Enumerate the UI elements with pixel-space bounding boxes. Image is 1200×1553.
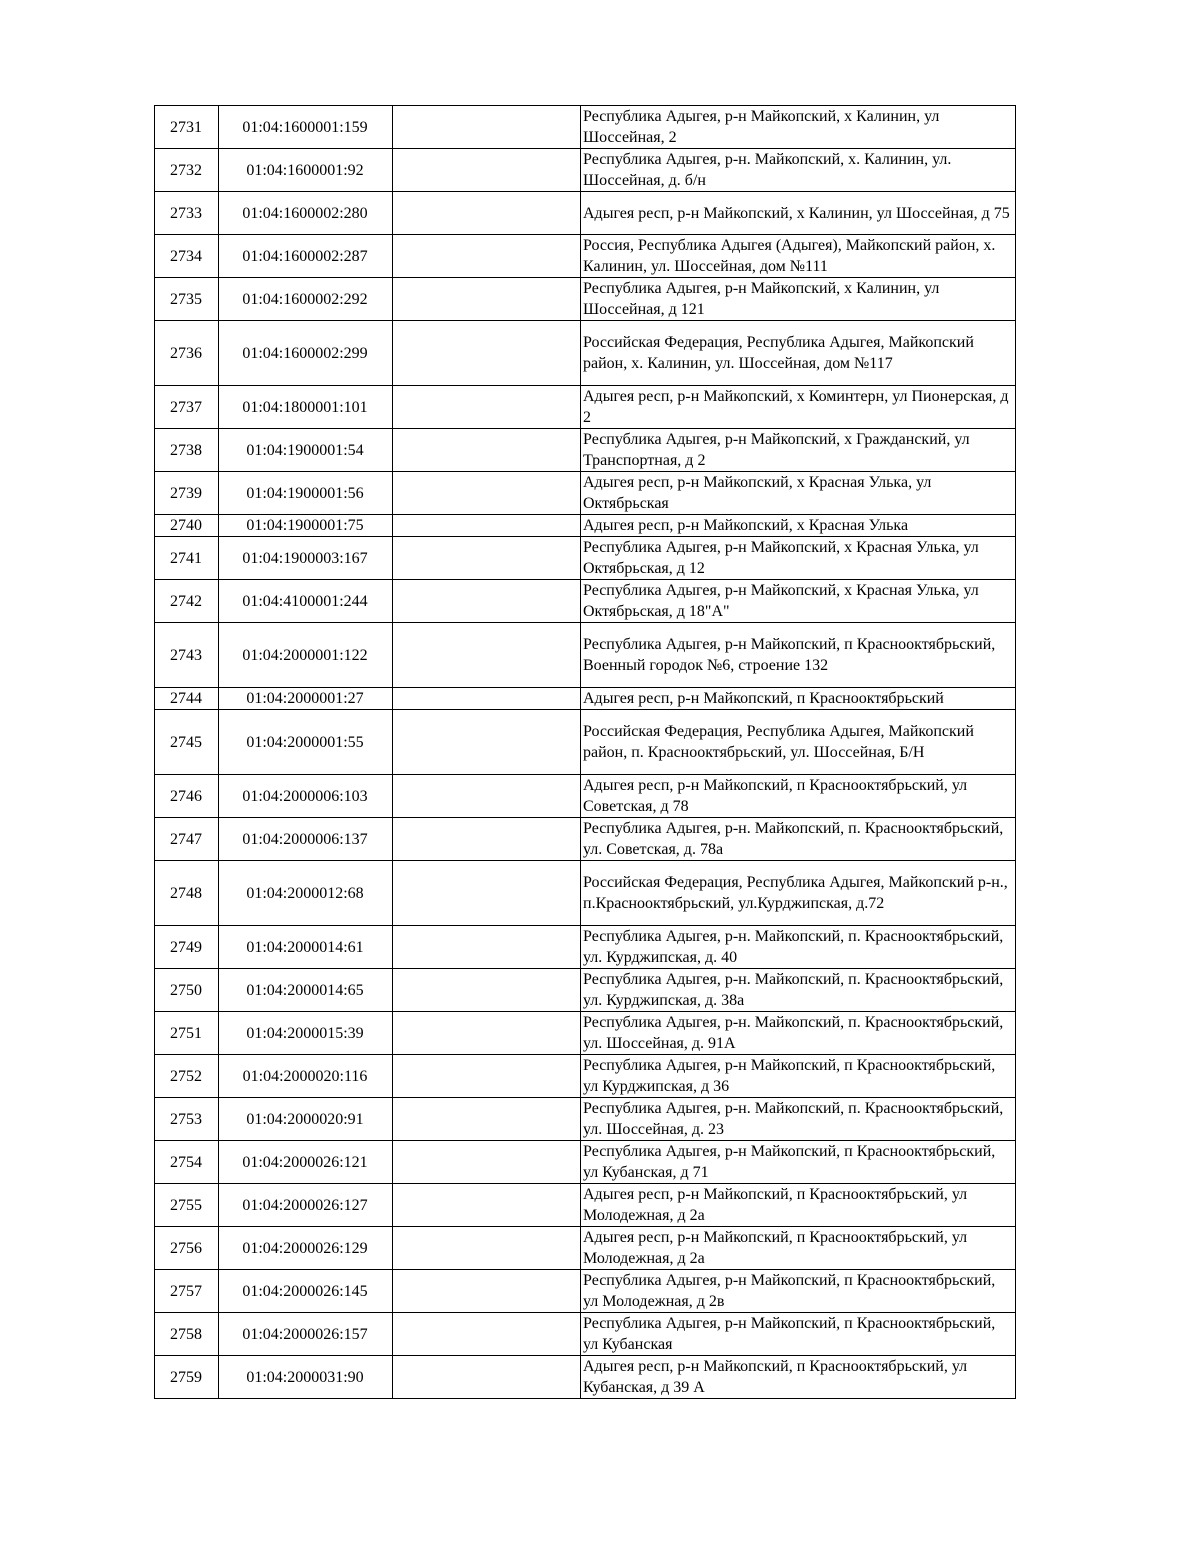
row-number: 2753 <box>155 1098 219 1141</box>
table-row <box>155 688 1016 710</box>
cadastral-number: 01:04:1600002:292 <box>219 278 393 321</box>
empty-cell <box>393 1313 581 1356</box>
row-number: 2736 <box>155 321 219 386</box>
cadastral-number: 01:04:2000014:65 <box>219 969 393 1012</box>
address-cell: Адыгея респ, р-н Майкопский, х Красная Улька, ул Октябрьская <box>581 472 1016 515</box>
row-number: 2749 <box>155 926 219 969</box>
row-number: 2740 <box>155 515 219 537</box>
cadastral-number: 01:04:1600002:287 <box>219 235 393 278</box>
empty-cell <box>393 1141 581 1184</box>
table-row <box>155 775 1016 818</box>
row-number: 2731 <box>155 106 219 149</box>
address-cell: Адыгея респ, р-н Майкопский, п Краснооктябрьский, ул Молодежная, д 2а <box>581 1227 1016 1270</box>
table-row <box>155 861 1016 926</box>
row-number: 2744 <box>155 688 219 710</box>
row-number: 2752 <box>155 1055 219 1098</box>
cadastral-number: 01:04:1600002:299 <box>219 321 393 386</box>
cadastral-number: 01:04:1600002:280 <box>219 192 393 235</box>
empty-cell <box>393 1055 581 1098</box>
address-cell: Республика Адыгея, р-н. Майкопский, п. Краснооктябрьский, ул. Шоссейная, д. 91А <box>581 1012 1016 1055</box>
address-cell: Республика Адыгея, р-н Майкопский, х Красная Улька, ул Октябрьская, д 18"А" <box>581 580 1016 623</box>
address-cell: Россия, Республика Адыгея (Адыгея), Майкопский район, х. Калинин, ул. Шоссейная, дом №111 <box>581 235 1016 278</box>
table-row <box>155 1227 1016 1270</box>
empty-cell <box>393 1184 581 1227</box>
table-row <box>155 710 1016 775</box>
cadastral-number: 01:04:1900001:75 <box>219 515 393 537</box>
table-row <box>155 278 1016 321</box>
empty-cell <box>393 1356 581 1399</box>
empty-cell <box>393 969 581 1012</box>
address-cell: Республика Адыгея, р-н Майкопский, п Краснооктябрьский, ул Кубанская <box>581 1313 1016 1356</box>
table-row <box>155 1270 1016 1313</box>
table-row <box>155 386 1016 429</box>
cadastral-number: 01:04:2000026:157 <box>219 1313 393 1356</box>
row-number: 2742 <box>155 580 219 623</box>
empty-cell <box>393 1270 581 1313</box>
table-row <box>155 1184 1016 1227</box>
table-row <box>155 1356 1016 1399</box>
empty-cell <box>393 515 581 537</box>
cadastral-number: 01:04:2000001:55 <box>219 710 393 775</box>
cadastral-number: 01:04:2000026:129 <box>219 1227 393 1270</box>
address-cell: Республика Адыгея, р-н Майкопский, х Калинин, ул Шоссейная, д 121 <box>581 278 1016 321</box>
cadastral-number: 01:04:4100001:244 <box>219 580 393 623</box>
row-number: 2734 <box>155 235 219 278</box>
empty-cell <box>393 775 581 818</box>
table-row <box>155 969 1016 1012</box>
empty-cell <box>393 429 581 472</box>
address-cell: Российская Федерация, Республика Адыгея, Майкопский район, х. Калинин, ул. Шоссейная, дом №117 <box>581 321 1016 386</box>
empty-cell <box>393 192 581 235</box>
empty-cell <box>393 386 581 429</box>
empty-cell <box>393 688 581 710</box>
empty-cell <box>393 149 581 192</box>
address-cell: Адыгея респ, р-н Майкопский, х Коминтерн, ул Пионерская, д 2 <box>581 386 1016 429</box>
table-row <box>155 149 1016 192</box>
address-cell: Республика Адыгея, р-н Майкопский, х Калинин, ул Шоссейная, 2 <box>581 106 1016 149</box>
empty-cell <box>393 472 581 515</box>
table-row <box>155 818 1016 861</box>
table-row <box>155 1313 1016 1356</box>
address-cell: Республика Адыгея, р-н Майкопский, х Гражданский, ул Транспортная, д 2 <box>581 429 1016 472</box>
cadastral-number: 01:04:1800001:101 <box>219 386 393 429</box>
cadastral-number: 01:04:2000006:137 <box>219 818 393 861</box>
cadastral-number: 01:04:2000014:61 <box>219 926 393 969</box>
address-cell: Республика Адыгея, р-н. Майкопский, х. Калинин, ул. Шоссейная, д. б/н <box>581 149 1016 192</box>
address-cell: Республика Адыгея, р-н. Майкопский, п. Краснооктябрьский, ул. Курджипская, д. 40 <box>581 926 1016 969</box>
table-row <box>155 1141 1016 1184</box>
table-row <box>155 472 1016 515</box>
cadastral-number: 01:04:2000001:27 <box>219 688 393 710</box>
table-row <box>155 321 1016 386</box>
empty-cell <box>393 537 581 580</box>
cadastral-number: 01:04:1900003:167 <box>219 537 393 580</box>
table-row <box>155 1012 1016 1055</box>
row-number: 2739 <box>155 472 219 515</box>
row-number: 2738 <box>155 429 219 472</box>
address-cell: Адыгея респ, р-н Майкопский, п Краснооктябрьский, ул Молодежная, д 2а <box>581 1184 1016 1227</box>
empty-cell <box>393 818 581 861</box>
empty-cell <box>393 235 581 278</box>
empty-cell <box>393 278 581 321</box>
row-number: 2743 <box>155 623 219 688</box>
row-number: 2755 <box>155 1184 219 1227</box>
property-registry-table <box>154 105 1016 1399</box>
cadastral-number: 01:04:1900001:54 <box>219 429 393 472</box>
cadastral-number: 01:04:1600001:92 <box>219 149 393 192</box>
cadastral-number: 01:04:2000026:127 <box>219 1184 393 1227</box>
cadastral-number: 01:04:2000020:116 <box>219 1055 393 1098</box>
row-number: 2735 <box>155 278 219 321</box>
address-cell: Адыгея респ, р-н Майкопский, п Краснооктябрьский <box>581 688 1016 710</box>
cadastral-number: 01:04:2000020:91 <box>219 1098 393 1141</box>
address-cell: Республика Адыгея, р-н Майкопский, п Краснооктябрьский, ул Курджипская, д 36 <box>581 1055 1016 1098</box>
cadastral-number: 01:04:2000006:103 <box>219 775 393 818</box>
empty-cell <box>393 1012 581 1055</box>
address-cell: Республика Адыгея, р-н Майкопский, п Краснооктябрьский, ул Кубанская, д 71 <box>581 1141 1016 1184</box>
cadastral-number: 01:04:1600001:159 <box>219 106 393 149</box>
cadastral-number: 01:04:2000026:121 <box>219 1141 393 1184</box>
table-row <box>155 106 1016 149</box>
empty-cell <box>393 580 581 623</box>
address-cell: Адыгея респ, р-н Майкопский, х Красная Улька <box>581 515 1016 537</box>
row-number: 2745 <box>155 710 219 775</box>
address-cell: Адыгея респ, р-н Майкопский, п Краснооктябрьский, ул Советская, д 78 <box>581 775 1016 818</box>
address-cell: Республика Адыгея, р-н. Майкопский, п. Краснооктябрьский, ул. Шоссейная, д. 23 <box>581 1098 1016 1141</box>
registry-table-body <box>155 106 1016 1399</box>
empty-cell <box>393 710 581 775</box>
empty-cell <box>393 623 581 688</box>
address-cell: Российская Федерация, Республика Адыгея, Майкопский р-н., п.Краснооктябрьский, ул.Курджипская, д.72 <box>581 861 1016 926</box>
row-number: 2747 <box>155 818 219 861</box>
row-number: 2737 <box>155 386 219 429</box>
empty-cell <box>393 861 581 926</box>
row-number: 2748 <box>155 861 219 926</box>
row-number: 2759 <box>155 1356 219 1399</box>
table-row <box>155 623 1016 688</box>
row-number: 2732 <box>155 149 219 192</box>
row-number: 2741 <box>155 537 219 580</box>
address-cell: Республика Адыгея, р-н Майкопский, п Краснооктябрьский, ул Молодежная, д 2в <box>581 1270 1016 1313</box>
empty-cell <box>393 106 581 149</box>
cadastral-number: 01:04:2000015:39 <box>219 1012 393 1055</box>
address-cell: Республика Адыгея, р-н Майкопский, х Красная Улька, ул Октябрьская, д 12 <box>581 537 1016 580</box>
address-cell: Адыгея респ, р-н Майкопский, х Калинин, ул Шоссейная, д 75 <box>581 192 1016 235</box>
table-row <box>155 580 1016 623</box>
cadastral-number: 01:04:2000001:122 <box>219 623 393 688</box>
row-number: 2754 <box>155 1141 219 1184</box>
address-cell: Республика Адыгея, р-н Майкопский, п Краснооктябрьский, Военный городок №6, строение 132 <box>581 623 1016 688</box>
table-row <box>155 537 1016 580</box>
table-row <box>155 515 1016 537</box>
address-cell: Республика Адыгея, р-н. Майкопский, п. Краснооктябрьский, ул. Курджипская, д. 38а <box>581 969 1016 1012</box>
row-number: 2733 <box>155 192 219 235</box>
address-cell: Республика Адыгея, р-н. Майкопский, п. Краснооктябрьский, ул. Советская, д. 78а <box>581 818 1016 861</box>
address-cell: Адыгея респ, р-н Майкопский, п Краснооктябрьский, ул Кубанская, д 39 А <box>581 1356 1016 1399</box>
empty-cell <box>393 926 581 969</box>
row-number: 2757 <box>155 1270 219 1313</box>
row-number: 2756 <box>155 1227 219 1270</box>
table-row <box>155 429 1016 472</box>
cadastral-number: 01:04:2000031:90 <box>219 1356 393 1399</box>
table-row <box>155 1055 1016 1098</box>
table-row <box>155 192 1016 235</box>
cadastral-number: 01:04:2000026:145 <box>219 1270 393 1313</box>
address-cell: Российская Федерация, Республика Адыгея, Майкопский район, п. Краснооктябрьский, ул. Шоссейная, Б/Н <box>581 710 1016 775</box>
empty-cell <box>393 321 581 386</box>
row-number: 2746 <box>155 775 219 818</box>
empty-cell <box>393 1227 581 1270</box>
table-row <box>155 926 1016 969</box>
empty-cell <box>393 1098 581 1141</box>
cadastral-number: 01:04:2000012:68 <box>219 861 393 926</box>
row-number: 2758 <box>155 1313 219 1356</box>
table-row <box>155 235 1016 278</box>
cadastral-number: 01:04:1900001:56 <box>219 472 393 515</box>
row-number: 2751 <box>155 1012 219 1055</box>
row-number: 2750 <box>155 969 219 1012</box>
table-row <box>155 1098 1016 1141</box>
